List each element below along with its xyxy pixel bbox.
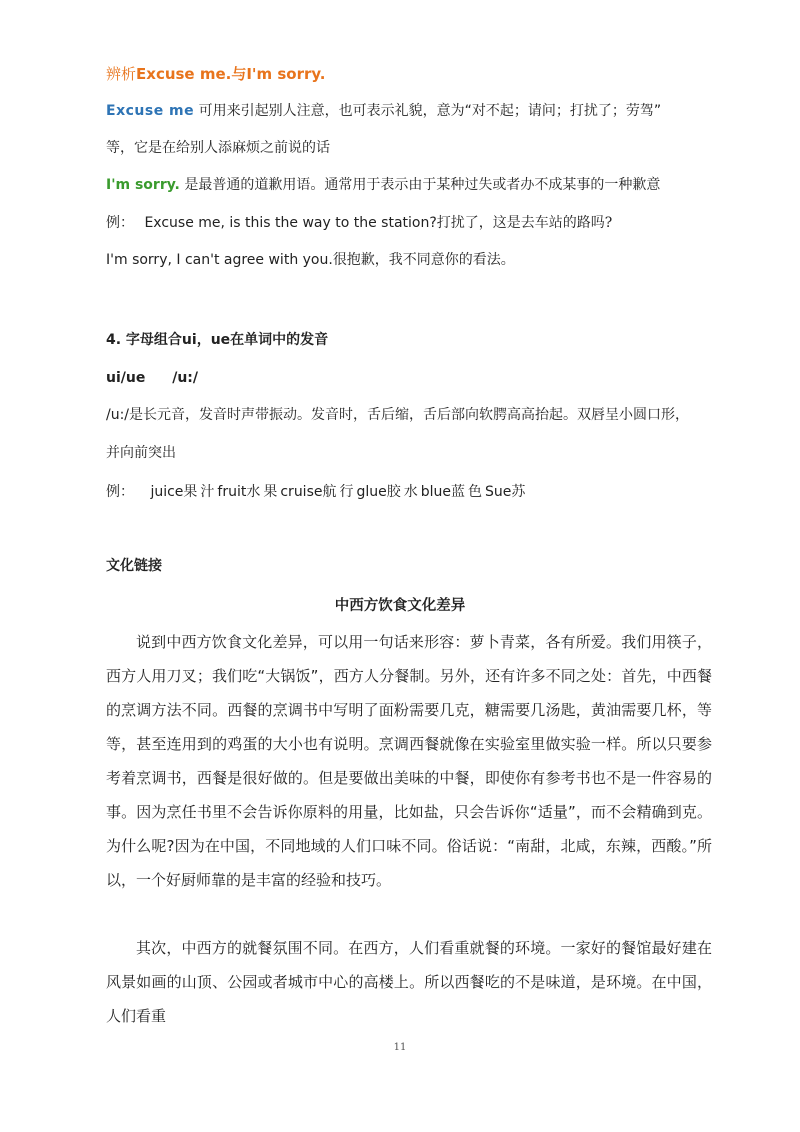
word-example: cruise航行 <box>280 484 357 500</box>
word-example: Sue苏 <box>485 484 526 500</box>
word-example: fruit水果 <box>217 484 281 500</box>
article-paragraph-1: 说到中西方饮食文化差异，可以用一句话来形容：萝卜青菜，各有所爱。我们用筷子，西方人用刀叉；我们吃“大锅饭”，西方人分餐制。另外，还有许多不同之处：首先，中西餐的烹调方法不同。西餐的烹调书中写明了面粉需要几克，糖需要几汤匙，黄油需要几杯，等等，甚至连用到的鸡蛋的大小也有说明。烹调西餐就像在实验室里做实验一样。所以只要参考着烹调书，西餐是很好做的。但是要做出美味的中餐，即使你有参考书也不是一件容易的事。因为烹任书里不会告诉你原料的用量，比如盐，只会告诉你“适量”，而不会精确到克。为什么呢?因为在中国，不同地域的人们口味不同。俗话说：“南甜，北咸，东辣，西酸。”所以，一个好厨师靠的是丰富的经验和技巧。 <box>106 633 712 889</box>
culture-link-label: 文化链接 <box>106 558 162 574</box>
section-heading-excuse-sorry: 辨析Excuse me.与I'm sorry. <box>106 65 326 83</box>
excuse-me-definition: Excuse me 可用来引起别人注意，也可表示礼貌，意为“对不起；请问；打扰了；劳驾” <box>106 103 662 119</box>
example-1: 例： Excuse me, is this the way to the station?打扰了，这是去车站的路吗? <box>106 215 613 231</box>
article-title: 中西方饮食文化差异 <box>334 598 466 614</box>
word-example: glue胶水 <box>356 484 421 500</box>
page-number: 11 <box>393 1042 407 1053</box>
section-heading-ui-ue: 4. 字母组合ui，ue在单词中的发音 <box>106 332 329 348</box>
word-example: blue蓝色 <box>420 484 486 500</box>
phonics-label: ui/ue /u:/ <box>106 370 199 386</box>
word-example: juice果汁 <box>150 484 218 500</box>
example-2: I'm sorry, I can't agree with you.很抱歉，我不同意你的看法。 <box>106 252 515 268</box>
article-paragraph-2: 其次，中西方的就餐氛围不同。在西方，人们看重就餐的环境。一家好的餐馆最好建在风景如画的山顶、公园或者城市中心的高楼上。所以西餐吃的不是味道，是环境。在中国，人们看重 <box>106 939 712 1025</box>
excuse-me-definition-continued: 等，它是在给别人添麻烦之前说的话 <box>106 140 330 156</box>
im-sorry-definition: I'm sorry. 是最普通的道歉用语。通常用于表示由于某种过失或者办不成某事的一种歉意 <box>106 177 661 193</box>
phonics-examples: 例： juice果汁fruit水果cruise航行glue胶水blue蓝色Sue苏 <box>106 484 526 500</box>
phonics-description: /u:/是长元音，发音时声带振动。发音时，舌后缩，舌后部向软腭高高抬起。双唇呈小圆口形， <box>106 407 690 423</box>
phonics-description-continued: 并向前突出 <box>106 445 176 461</box>
